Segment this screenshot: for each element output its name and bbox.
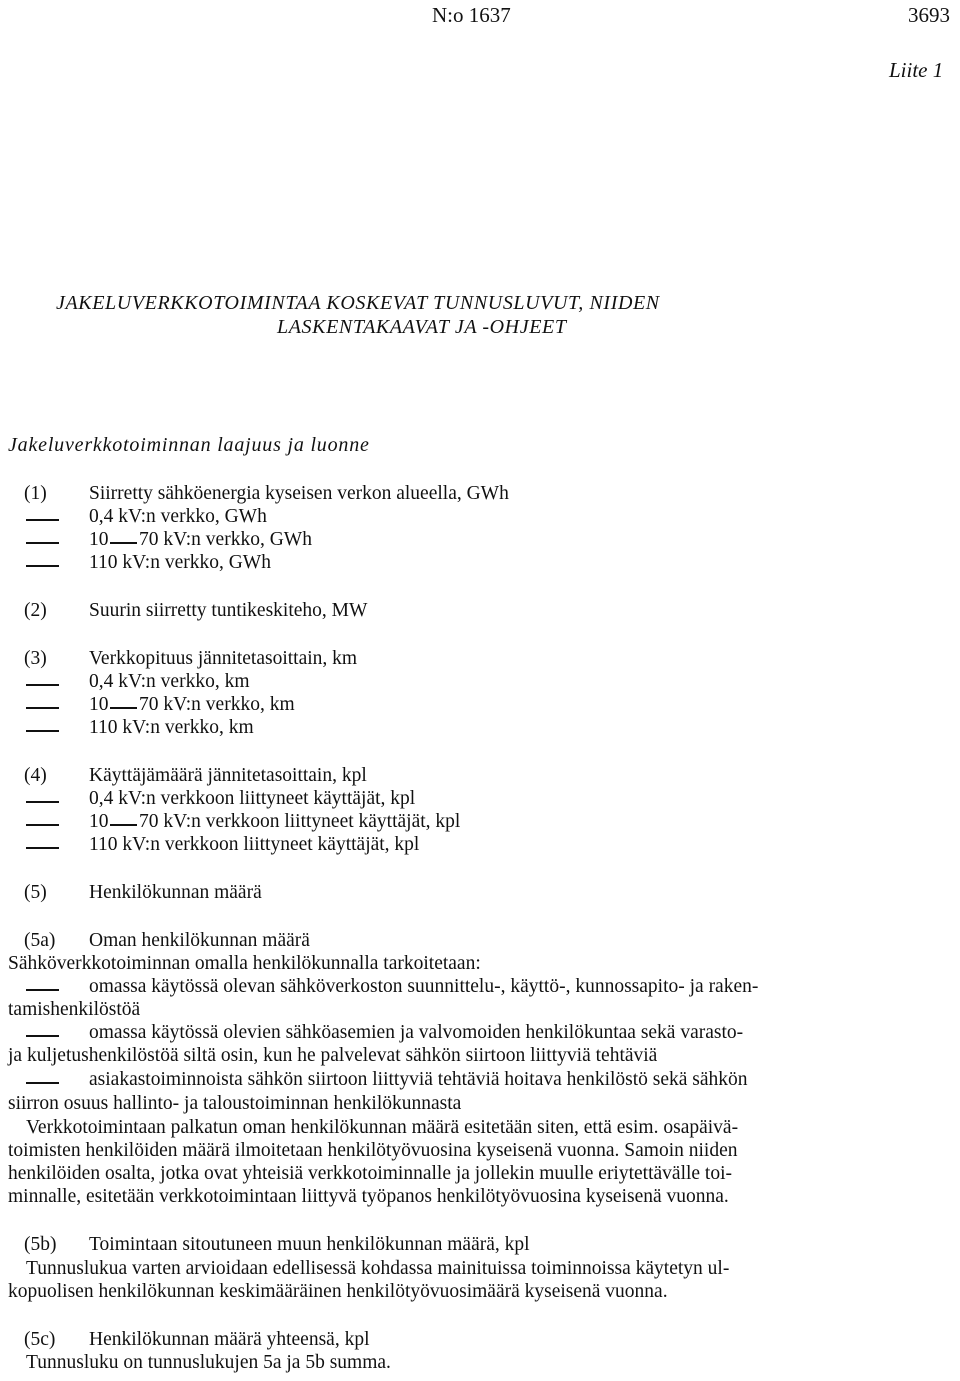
dash xyxy=(26,989,59,991)
item-5-label: (5) xyxy=(24,882,47,903)
item-1-sub-1: 0,4 kV:n verkko, GWh xyxy=(89,506,267,527)
page-number: 3693 xyxy=(908,3,950,27)
item-4-sub-2-to: 70 kV:n verkkoon liittyneet käyttäjät, kpl xyxy=(139,811,461,832)
dash xyxy=(26,847,59,849)
item-5a-bullet-1-line2: tamishenkilöstöä xyxy=(8,999,141,1020)
dash xyxy=(26,730,59,732)
item-5b-paragraph-line2: kopuolisen henkilökunnan keskimääräinen henkilötyövuosimäärä kyseisenä vuonna. xyxy=(8,1281,668,1302)
section-heading: Jakeluverkkotoiminnan laajuus ja luonne xyxy=(8,434,370,456)
item-5a-bullet-3-line2: siirron osuus hallinto- ja taloustoiminnan henkilökunnasta xyxy=(8,1093,462,1114)
dash xyxy=(26,565,59,567)
item-4-label: (4) xyxy=(24,765,47,786)
item-2-text: Suurin siirretty tuntikeskiteho, MW xyxy=(89,600,368,621)
item-1-sub-3: 110 kV:n verkko, GWh xyxy=(89,552,271,573)
item-5a-bullet-1-line1: omassa käytössä olevan sähköverkoston suunnittelu-, käyttö-, kunnossapito- ja raken- xyxy=(89,976,759,997)
item-5a-paragraph-line4: minnalle, esitetään verkkotoimintaan liittyvä työpanos henkilötyövuosina kyseisenä vuonna. xyxy=(8,1186,729,1207)
item-4-sub-2-from: 10 xyxy=(89,811,109,832)
appendix-label: Liite 1 xyxy=(889,58,944,82)
item-5b-paragraph-line1: Tunnuslukua varten arvioidaan edellisessä kohdassa mainituissa toiminnoissa käytetyn ul- xyxy=(26,1258,730,1279)
dash xyxy=(26,1082,59,1084)
item-4-sub-3: 110 kV:n verkkoon liittyneet käyttäjät, kpl xyxy=(89,834,420,855)
document-title-line2: LASKENTAKAAVAT JA -OHJEET xyxy=(277,316,567,338)
item-2-label: (2) xyxy=(24,600,47,621)
item-5a-bullet-2-line2: ja kuljetushenkilöstöä siltä osin, kun he palvelevat sähkön siirtoon liittyviä tehtäviä xyxy=(8,1045,658,1066)
item-5a-paragraph-line2: toimisten henkilöiden määrä ilmoitetaan henkilötyövuosina kyseisenä vuonna. Samoin niiden xyxy=(8,1140,738,1161)
document-number: N:o 1637 xyxy=(432,3,511,27)
item-1-text: Siirretty sähköenergia kyseisen verkon alueella, GWh xyxy=(89,483,509,504)
item-5a-bullet-3-line1: asiakastoiminnoista sähkön siirtoon liittyviä tehtäviä hoitava henkilöstö sekä sähkön xyxy=(89,1069,748,1090)
item-5-text: Henkilökunnan määrä xyxy=(89,882,262,903)
item-1-label: (1) xyxy=(24,483,47,504)
item-3-text: Verkkopituus jännitetasoittain, km xyxy=(89,648,358,669)
item-1-sub-2-from: 10 xyxy=(89,529,109,550)
range-dash xyxy=(110,707,137,709)
item-5b-text: Toimintaan sitoutuneen muun henkilökunnan määrä, kpl xyxy=(89,1234,530,1255)
item-5b-label: (5b) xyxy=(24,1234,57,1255)
item-5a-paragraph-line1: Verkkotoimintaan palkatun oman henkilökunnan määrä esitetään siten, että esim. osapäivä- xyxy=(26,1117,739,1138)
item-3-sub-2-to: 70 kV:n verkko, km xyxy=(139,694,295,715)
dash xyxy=(26,801,59,803)
range-dash xyxy=(110,542,137,544)
document-title-line1: JAKELUVERKKOTOIMINTAA KOSKEVAT TUNNUSLUVUT, NIIDEN xyxy=(56,292,660,314)
dash xyxy=(26,1035,59,1037)
range-dash xyxy=(110,824,137,826)
item-5c-paragraph-line1: Tunnusluku on tunnuslukujen 5a ja 5b summa. xyxy=(26,1352,391,1373)
item-5c-text: Henkilökunnan määrä yhteensä, kpl xyxy=(89,1329,370,1350)
item-3-sub-1: 0,4 kV:n verkko, km xyxy=(89,671,250,692)
item-3-sub-3: 110 kV:n verkko, km xyxy=(89,717,254,738)
dash xyxy=(26,684,59,686)
item-5a-text: Oman henkilökunnan määrä xyxy=(89,930,310,951)
item-5a-intro: Sähköverkkotoiminnan omalla henkilökunnalla tarkoitetaan: xyxy=(8,953,481,974)
dash xyxy=(26,824,59,826)
item-3-sub-2-from: 10 xyxy=(89,694,109,715)
item-1-sub-2-to: 70 kV:n verkko, GWh xyxy=(139,529,312,550)
item-4-sub-1: 0,4 kV:n verkkoon liittyneet käyttäjät, kpl xyxy=(89,788,416,809)
item-5a-paragraph-line3: henkilöiden osalta, jotka ovat yhteisiä verkkotoiminnalle ja jollekin muulle eriytettävälle toi- xyxy=(8,1163,733,1184)
dash xyxy=(26,519,59,521)
dash xyxy=(26,542,59,544)
dash xyxy=(26,707,59,709)
item-3-label: (3) xyxy=(24,648,47,669)
item-5a-label: (5a) xyxy=(24,930,56,951)
item-5c-label: (5c) xyxy=(24,1329,56,1350)
item-4-text: Käyttäjämäärä jännitetasoittain, kpl xyxy=(89,765,367,786)
item-5a-bullet-2-line1: omassa käytössä olevien sähköasemien ja valvomoiden henkilökuntaa sekä varasto- xyxy=(89,1022,744,1043)
